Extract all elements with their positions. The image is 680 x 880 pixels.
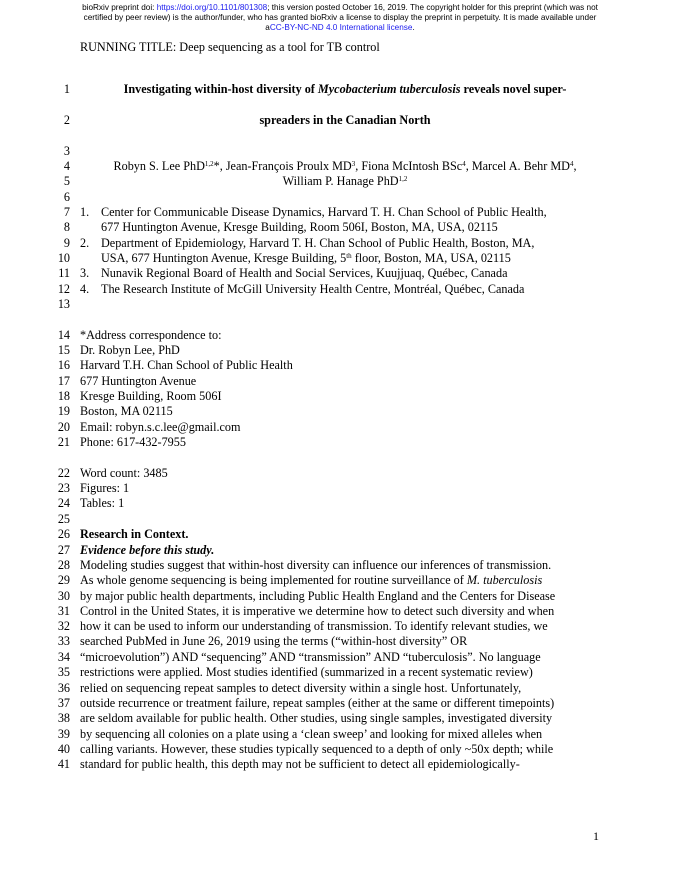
line-number: 7 xyxy=(63,205,70,219)
paper-title-line-1: Investigating within-host diversity of Mycobacterium tuberculosis reveals novel super- xyxy=(123,82,567,96)
affiliation-text: 677 Huntington Avenue, Kresge Building, Room 506I, Boston, MA, USA, 02115 xyxy=(101,220,498,234)
line-number: 40 xyxy=(57,742,70,756)
line-number: 33 xyxy=(57,634,70,648)
line-number: 28 xyxy=(57,558,70,572)
line-number: 21 xyxy=(57,435,70,449)
line-number: 16 xyxy=(57,358,70,372)
line-number: 41 xyxy=(57,757,70,771)
figure-count: Figures: 1 xyxy=(80,481,130,495)
correspondence-line: 677 Huntington Avenue xyxy=(80,374,197,388)
body-line: by sequencing all colonies on a plate using a ‘clean sweep’ and looking for mixed alleles when xyxy=(80,727,543,741)
line-number: 8 xyxy=(63,220,70,234)
line-number: 37 xyxy=(57,696,70,710)
line-number: 36 xyxy=(57,681,70,695)
line-number: 38 xyxy=(57,711,70,725)
author-list-line-1: Robyn S. Lee PhD$^{1,2}$*, Jean-François Proulx $MD^3$, Fiona McIntosh BSc$^4$, Marcel A. Behr $MD^4$, xyxy=(113,159,577,173)
line-number: 2 xyxy=(63,113,70,127)
species-name: M. tuberculosis xyxy=(466,573,543,587)
body-line: calling variants. However, these studies typically sequenced to a depth of only ~50x depth; while xyxy=(80,742,554,756)
correspondence-phone: Phone: 617-432-7955 xyxy=(80,435,186,449)
line-number: 22 xyxy=(57,466,70,480)
affiliation-number: 4. xyxy=(80,282,90,296)
section-heading: Research in Context. xyxy=(80,527,189,541)
line-number: 39 xyxy=(57,727,70,741)
correspondence-line: Kresge Building, Room 506I xyxy=(80,389,222,403)
line-number: 20 xyxy=(57,420,70,434)
body-line: how it can be used to inform our understanding of transmission. To identify relevant studies, we xyxy=(80,619,548,633)
line-number: 34 xyxy=(57,650,70,664)
correspondence-line: Dr. Robyn Lee, PhD xyxy=(80,343,180,357)
affiliation-text: The Research Institute of McGill University Health Centre, Montréal, Québec, Canada xyxy=(101,282,525,296)
line-number: 32 xyxy=(57,619,70,633)
running-title: RUNNING TITLE: Deep sequencing as a tool for TB control xyxy=(80,40,380,54)
body-line: relied on sequencing repeat samples to detect diversity within a single host. Unfortunately, xyxy=(80,681,522,695)
preprint-banner xyxy=(0,3,680,33)
line-number: 29 xyxy=(57,573,70,587)
correspondence-line: Harvard T.H. Chan School of Public Health xyxy=(80,358,293,372)
line-number: 12 xyxy=(57,282,70,296)
body-line: As whole genome sequencing is being implemented for routine surveillance of M. tuberculosis xyxy=(80,573,543,587)
banner-line-3: aCC-BY-NC-ND 4.0 International license. xyxy=(265,23,415,32)
correspondence-email: Email: robyn.s.c.lee@gmail.com xyxy=(80,420,241,434)
table-count: Tables: 1 xyxy=(80,496,125,510)
author-list-line-2: William P. Hanage PhD$^{1,2}$ xyxy=(282,174,408,188)
banner-line-2: certified by peer review) is the author/funder, who has granted bioRxiv a license to display the preprint in perpetuity. It is made available under xyxy=(83,13,597,22)
affiliation-text: USA, 677 Huntington Avenue, Kresge Building, 5th floor, Boston, MA, USA, 02115 xyxy=(101,251,511,265)
line-number: 11 xyxy=(58,266,70,280)
line-number: 4 xyxy=(63,159,70,173)
affiliation-number: 1. xyxy=(80,205,90,219)
affiliation-number: 2. xyxy=(80,236,90,250)
line-number: 5 xyxy=(63,174,70,188)
line-number: 25 xyxy=(57,512,70,526)
body-line: Control in the United States, it is imperative we determine how to detect such diversity and when xyxy=(80,604,555,618)
line-number: 27 xyxy=(57,543,70,557)
line-number: 10 xyxy=(57,251,70,265)
line-number: 23 xyxy=(57,481,70,495)
line-number: 1 xyxy=(63,82,70,96)
species-name: Mycobacterium tuberculosis xyxy=(317,82,461,96)
line-number: 19 xyxy=(57,404,70,418)
line-number: 14 xyxy=(57,328,70,342)
line-number: 18 xyxy=(57,389,70,403)
line-number: 3 xyxy=(63,144,70,158)
body-line: standard for public health, this depth may not be sufficient to detect all epidemiologically- xyxy=(80,757,520,771)
license-link[interactable]: CC-BY-NC-ND 4.0 International license xyxy=(269,23,413,32)
affiliation-number: 3. xyxy=(80,266,90,280)
subsection-heading: Evidence before this study. xyxy=(80,543,215,557)
affiliation-text: Nunavik Regional Board of Health and Social Services, Kuujjuaq, Québec, Canada xyxy=(101,266,508,280)
body-line: “microevolution”) AND “sequencing” AND “transmission” AND “tuberculosis”. No language xyxy=(80,650,541,664)
affiliation-text: Department of Epidemiology, Harvard T. H. Chan School of Public Health, Boston, MA, xyxy=(101,236,535,250)
correspondence-line: *Address correspondence to: xyxy=(80,328,222,342)
body-line: restrictions were applied. Most studies identified (summarized in a recent systematic review) xyxy=(80,665,533,679)
doi-link[interactable]: https://doi.org/10.1101/801308 xyxy=(156,3,268,12)
line-number: 35 xyxy=(57,665,70,679)
affiliation-text: Center for Communicable Disease Dynamics, Harvard T. H. Chan School of Public Health, xyxy=(101,205,547,219)
line-number: 13 xyxy=(57,297,70,311)
body-line: searched PubMed in June 26, 2019 using the terms (“within-host diversity” OR xyxy=(80,634,468,648)
page-number: 1 xyxy=(593,829,599,843)
line-number: 6 xyxy=(63,190,70,204)
paper-title-line-2: spreaders in the Canadian North xyxy=(259,113,431,127)
line-number: 26 xyxy=(57,527,70,541)
body-line: Modeling studies suggest that within-host diversity can influence our inferences of transmission. xyxy=(80,558,552,572)
line-number: 15 xyxy=(57,343,70,357)
body-line: outside recurrence or treatment failure, repeat samples (either at the same or different timepoints) xyxy=(80,696,555,710)
line-number: 17 xyxy=(57,374,70,388)
body-line: by major public health departments, including Public Health England and the Centers for Disease xyxy=(80,589,556,603)
line-number: 24 xyxy=(57,496,70,510)
word-count: Word count: 3485 xyxy=(80,466,168,480)
body-line: are seldom available for public health. Other studies, using single samples, investigated diversity xyxy=(80,711,553,725)
line-number: 30 xyxy=(57,589,70,603)
correspondence-line: Boston, MA 02115 xyxy=(80,404,173,418)
banner-line-1: bioRxiv preprint doi: https://doi.org/10.1101/801308; this version posted October 16, 2019. The copyright holder for this preprint (which was not xyxy=(82,3,598,12)
line-number: 9 xyxy=(63,236,70,250)
line-number: 31 xyxy=(57,604,70,618)
